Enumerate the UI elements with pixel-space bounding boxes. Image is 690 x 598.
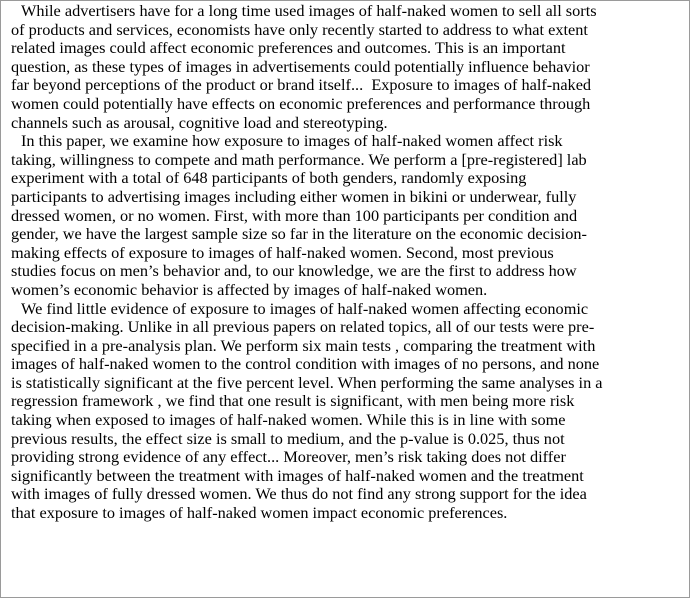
text-line: is statistically significant at the five percent level. When performing the same analyses in a	[11, 372, 603, 392]
text-line: making effects of exposure to images of half-naked women. Second, most previous	[11, 242, 554, 262]
text-line: In this paper, we examine how exposure to images of half-naked women affect risk	[21, 131, 563, 151]
text-line: dressed women, or no women. First, with more than 100 participants per condition and	[11, 205, 578, 225]
text-line: far beyond perceptions of the product or brand itself... Exposure to images of half-naked	[11, 75, 592, 95]
text-line: related images could affect economic preferences and outcomes. This is an important	[11, 38, 566, 58]
text-line: taking when exposed to images of half-naked women. While this is in line with some	[11, 410, 566, 430]
text-line: images of half-naked women to the control condition with images of no persons, and none	[11, 354, 600, 374]
text-line: studies focus on men’s behavior and, to our knowledge, we are the first to address how	[11, 261, 577, 281]
paragraph-3	[11, 300, 687, 523]
text-line: with images of fully dressed women. We thus do not find any strong support for the idea	[11, 484, 587, 504]
text-line: specified in a pre-analysis plan. We perform six main tests , comparing the treatment with	[11, 335, 596, 355]
text-line: providing strong evidence of any effect... Moreover, men’s risk taking does not differ	[11, 447, 566, 467]
text-line: taking, willingness to compete and math performance. We perform a [pre-registered] lab	[11, 149, 587, 169]
text-line: While advertisers have for a long time used images of half-naked women to sell all sorts	[21, 1, 597, 20]
text-line: women could potentially have effects on economic preferences and performance through	[11, 93, 591, 113]
text-line: of products and services, economists have only recently started to address to what extent	[11, 19, 588, 39]
text-line: that exposure to images of half-naked women impact economic preferences.	[11, 503, 508, 523]
paragraph-2	[11, 132, 687, 299]
text-line: significantly between the treatment with images of half-naked women and the treatment	[11, 465, 584, 485]
text-line: women’s economic behavior is affected by images of half-naked women.	[11, 279, 488, 299]
text-line: experiment with a total of 648 participants of both genders, randomly exposing	[11, 168, 527, 188]
text-line: regression framework , we find that one result is significant, with men being more risk	[11, 391, 575, 411]
text-line: decision-making. Unlike in all previous papers on related topics, all of our tests were pre-	[11, 317, 595, 337]
text-line: previous results, the effect size is small to medium, and the p-value is 0.025, thus not	[11, 428, 565, 448]
text-line: We find little evidence of exposure to images of half-naked women affecting economic	[21, 298, 589, 318]
text-line: channels such as arousal, cognitive load and stereotyping.	[11, 112, 388, 132]
text-line: gender, we have the largest sample size so far in the literature on the economic decision-	[11, 224, 587, 244]
text-line: participants to advertising images including either women in bikini or underwear, fully	[11, 186, 577, 206]
paragraph-1	[11, 2, 687, 132]
text-line: question, as these types of images in advertisements could potentially influence behavior	[11, 56, 590, 76]
document-text	[11, 2, 687, 523]
